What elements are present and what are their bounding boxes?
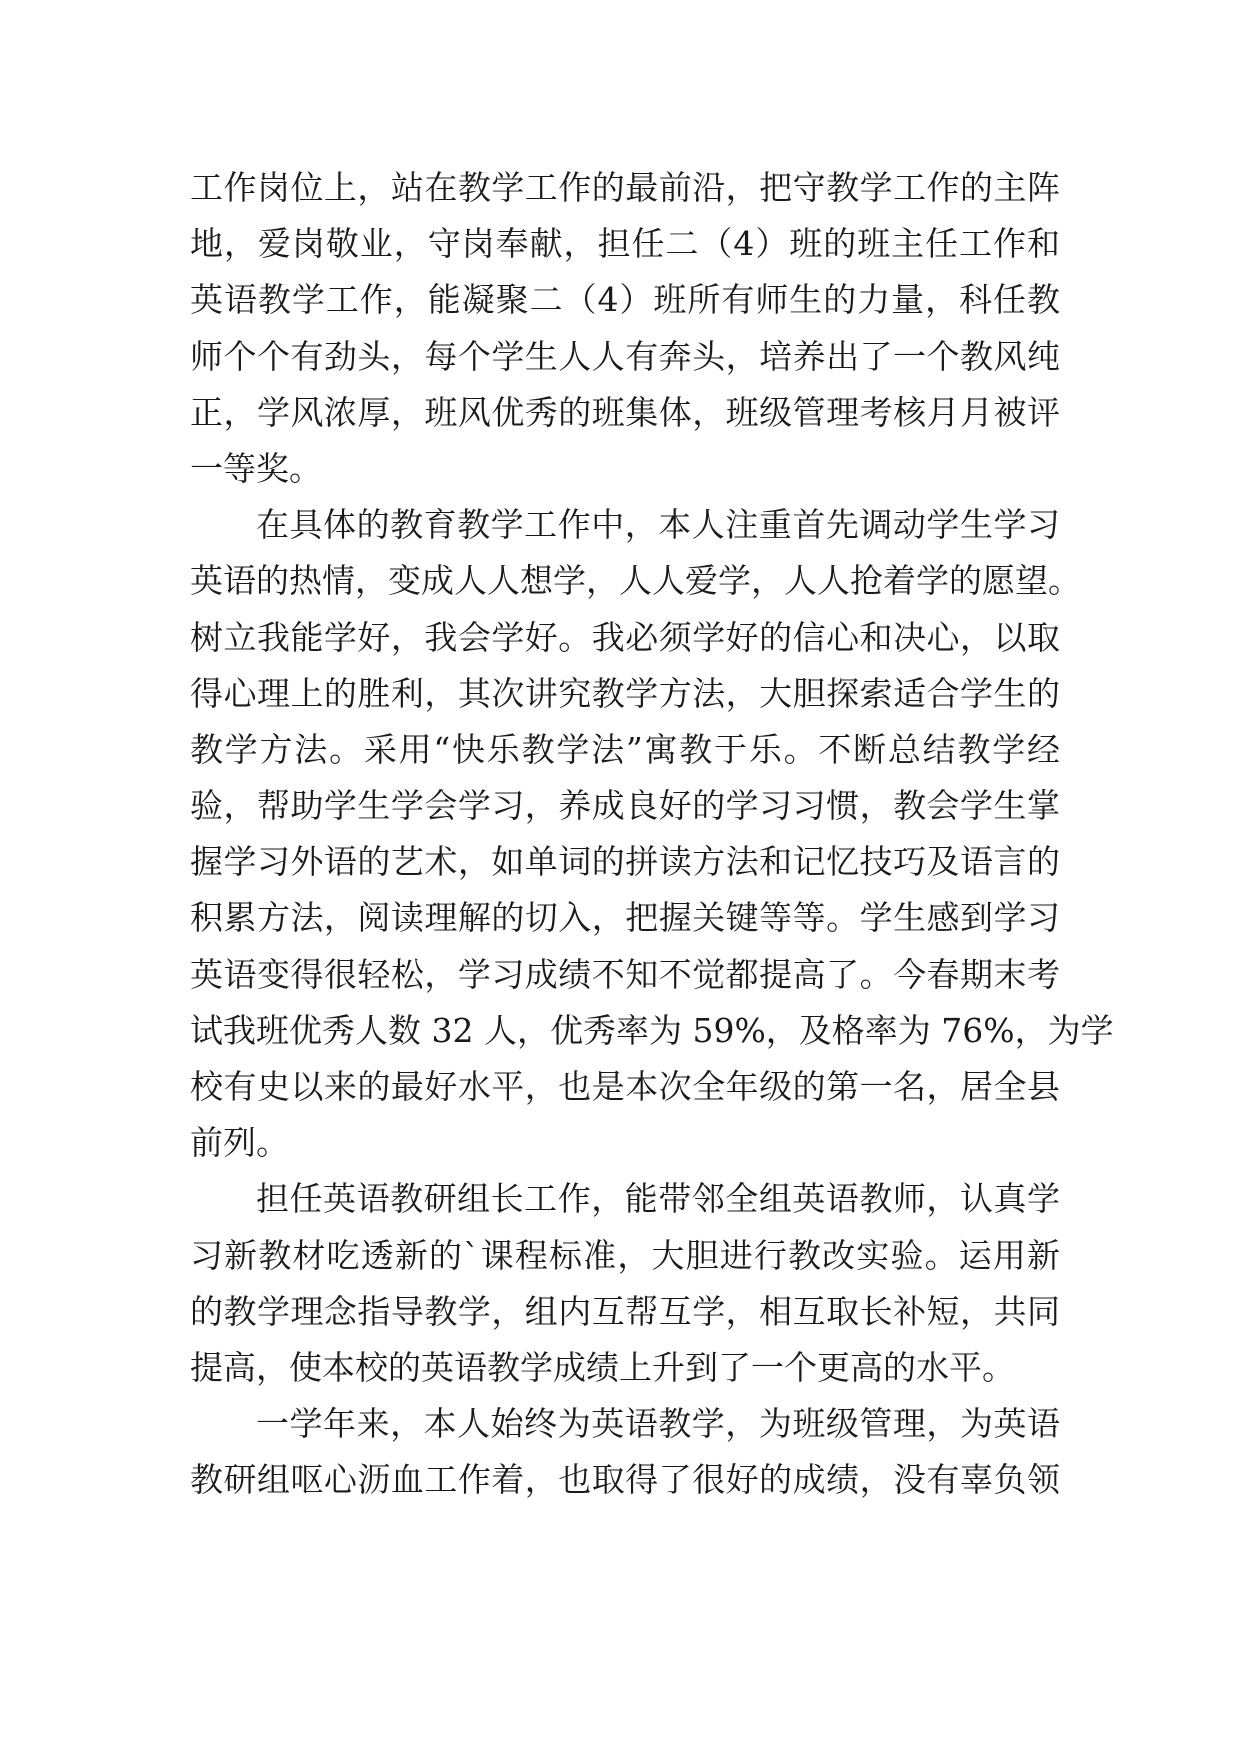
document-body (190, 160, 1114, 1509)
text-line: 英语教学工作，能凝聚二（4）班所有师生的力量，科任教 (190, 280, 1060, 320)
text-line: 校有史以来的最好水平，也是本次全年级的第一名，居全县 (190, 1067, 1060, 1106)
text-line: 师个个有劲头，每个学生人人有奔头，培养出了一个教风纯 (190, 336, 1060, 376)
text-line: 在具体的教育教学工作中，本人注重首先调动学生学习 (256, 505, 1060, 545)
text-line: 习新教材吃透新的`课程标准，大胆进行教改实验。运用新 (190, 1235, 1060, 1275)
text-line: 前列。 (190, 1123, 289, 1163)
text-line: 英语变得很轻松，学习成绩不知不觉都提高了。今春期末考 (190, 954, 1060, 994)
text-line: 教学方法。采用“快乐教学法”寓教于乐。不断总结教学经 (190, 729, 1060, 769)
text-line: 正，学风浓厚，班风优秀的班集体，班级管理考核月月被评 (190, 392, 1060, 432)
text-line: 树立我能学好，我会学好。我必须学好的信心和决心，以取 (190, 617, 1060, 657)
text-line: 握学习外语的艺术，如单词的拼读方法和记忆技巧及语言的 (190, 842, 1060, 882)
text-line: 教研组呕心沥血工作着，也取得了很好的成绩，没有辜负领 (190, 1460, 1060, 1500)
text-line: 地，爱岗敬业，守岗奉献，担任二（4）班的班主任工作和 (190, 224, 1060, 264)
text-line: 得心理上的胜利，其次讲究教学方法，大胆探索适合学生的 (190, 673, 1060, 713)
text-line: 提高，使本校的英语教学成绩上升到了一个更高的水平。 (190, 1347, 1015, 1387)
text-line: 担任英语教研组长工作，能带邻全组英语教师，认真学 (256, 1179, 1060, 1219)
text-line: 一等奖。 (190, 448, 322, 488)
text-line: 验，帮助学生学会学习，养成良好的学习习惯，教会学生掌 (190, 786, 1060, 826)
text-line: 试我班优秀人数 32 人，优秀率为 59%，及格率为 76%，为学 (190, 1010, 1114, 1050)
text-line: 一学年来，本人始终为英语教学，为班级管理，为英语 (256, 1404, 1060, 1444)
text-line: 英语的热情，变成人人想学，人人爱学，人人抢着学的愿望。 (190, 561, 1081, 601)
text-line: 积累方法，阅读理解的切入，把握关键等等。学生感到学习 (190, 898, 1060, 938)
text-line: 工作岗位上，站在教学工作的最前沿，把守教学工作的主阵 (190, 168, 1060, 207)
text-line: 的教学理念指导教学，组内互帮互学，相互取长补短，共同 (190, 1291, 1060, 1331)
